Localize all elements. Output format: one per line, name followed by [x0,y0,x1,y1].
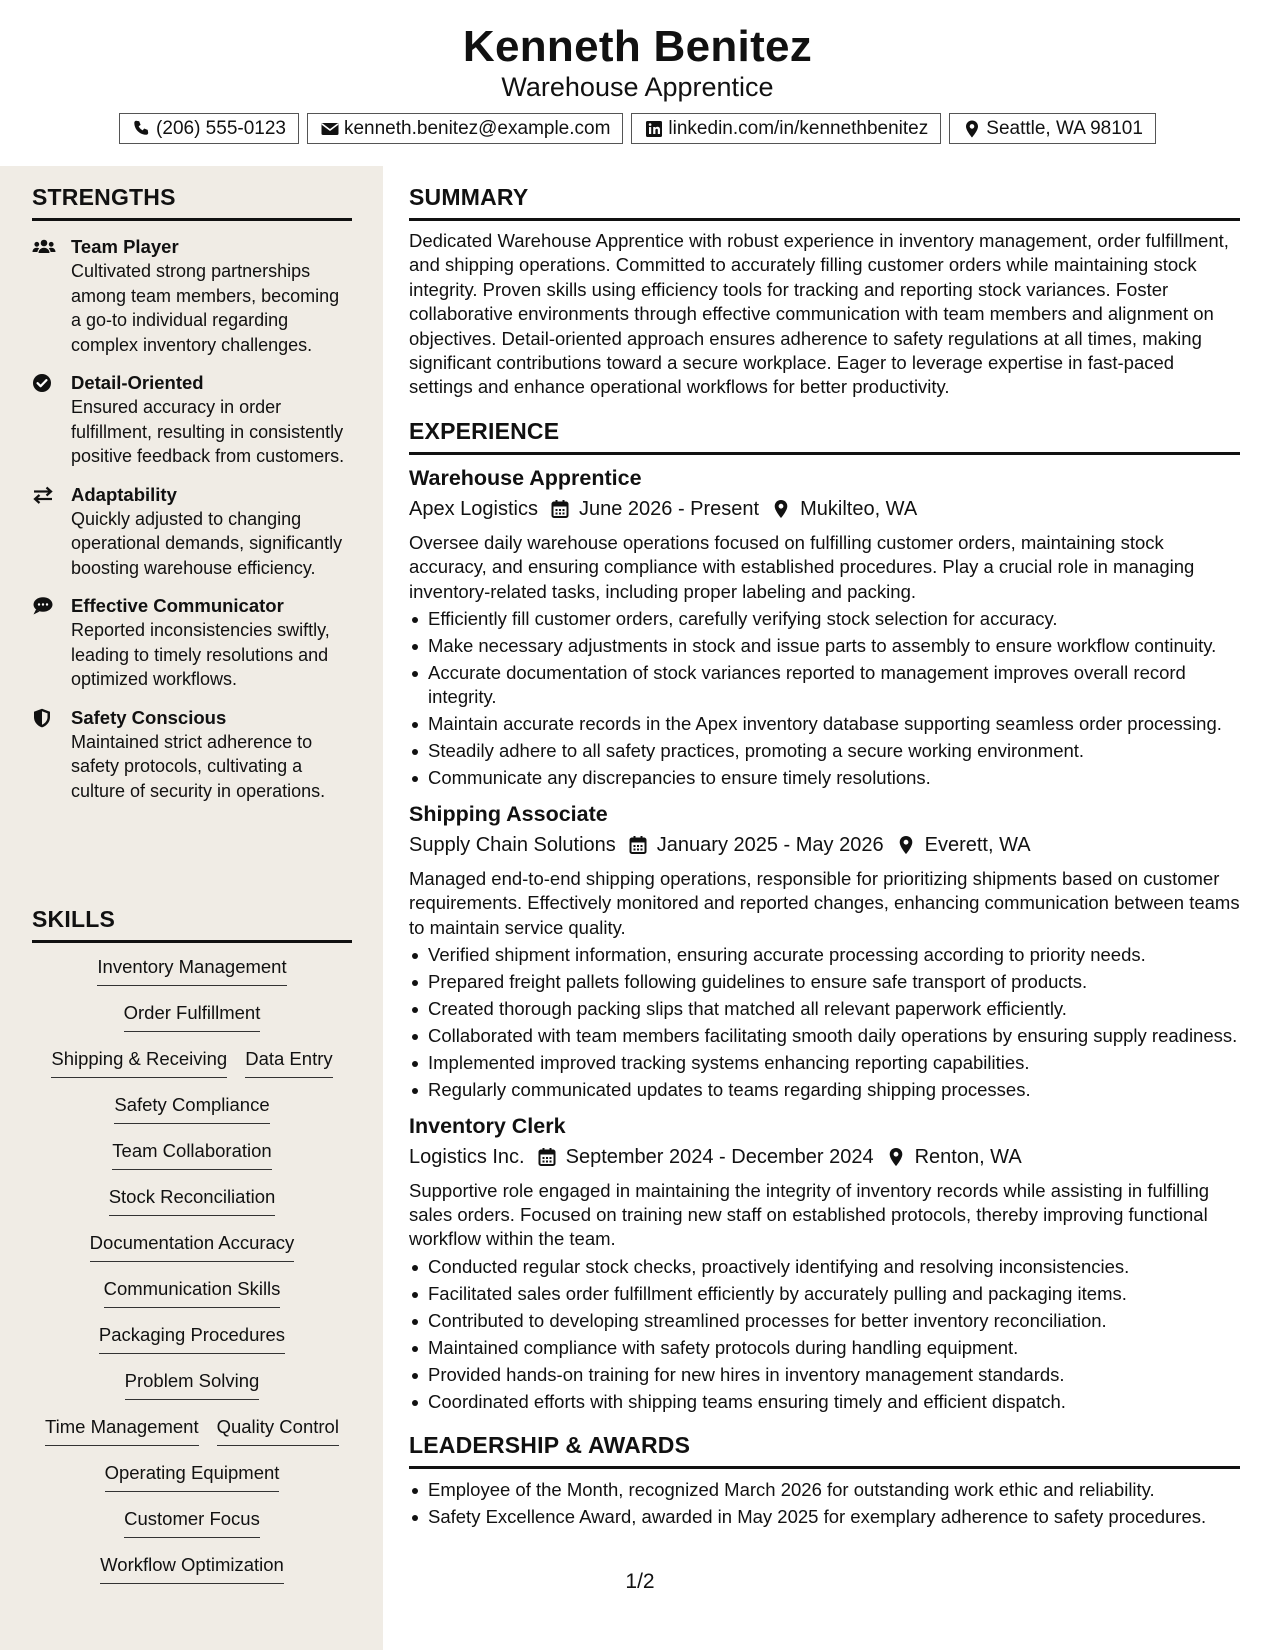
job-description: Oversee daily warehouse operations focused on fulfilling customer orders, maintaining stock accuracy, and ensuring compliance with established procedures. Play a crucial role in managing inventory-related tasks, including proper labeling and packing. [409,531,1195,602]
skill-tag: Time Management [45,1413,199,1446]
job-company: Supply Chain Solutions [409,833,616,856]
strength-title: Detail-Oriented [71,372,204,393]
skill-tag: Order Fulfillment [124,999,261,1032]
candidate-name: Kenneth Benitez [462,22,813,71]
section-divider [32,940,352,943]
strength-title: Safety Conscious [71,706,227,728]
section-divider [409,1466,1240,1469]
strength-item [32,483,352,581]
contact-location-text: Seattle, WA 98101 [986,117,1143,139]
skills-list [32,953,352,1597]
contact-email-text: kenneth.benitez@example.com [343,117,611,139]
check-circle-icon [32,373,56,393]
summary-heading: SUMMARY [409,184,529,210]
skills-section [32,906,352,1597]
skill-tag: Quality Control [217,1413,339,1446]
contact-linkedin[interactable] [631,113,941,144]
list-item: Implemented improved tracking systems enhancing reporting capabilities. [409,1051,1240,1075]
section-divider [32,218,352,221]
summary-section [409,184,1240,400]
shield-icon [32,708,56,728]
list-item: Conducted regular stock checks, proactively identifying and resolving inconsistencies. [409,1255,1240,1279]
job-title: Shipping Associate [409,801,608,826]
job-entry [409,463,1240,791]
list-item: Created thorough packing slips that matched all relevant paperwork efficiently. [409,997,1240,1021]
job-location: Renton, WA [914,1145,1022,1168]
calendar-icon [537,1147,557,1167]
job-location: Everett, WA [924,833,1031,856]
strength-title: Adaptability [71,483,177,505]
list-item: Steadily adhere to all safety practices, promoting a secure working environment. [409,739,1240,763]
envelope-icon [320,119,340,139]
list-item: Efficiently fill customer orders, carefully verifying stock selection for accuracy. [409,607,1240,631]
list-item: Make necessary adjustments in stock and issue parts to assembly to ensure workflow continuity. [409,634,1240,658]
strength-item [32,235,352,357]
job-dates: September 2024 - December 2024 [565,1145,874,1168]
strength-title: Team Player [71,236,179,257]
resume-header [0,0,1275,166]
job-bullets [409,943,1240,1102]
list-item: Accurate documentation of stock variances reported to management improves overall record integrity. [409,661,1240,710]
section-divider [409,218,1240,221]
skill-tag: Stock Reconciliation [109,1183,276,1216]
skill-tag: Documentation Accuracy [90,1229,295,1262]
skill-tag: Workflow Optimization [100,1551,284,1584]
job-meta [409,1142,1240,1172]
location-pin-icon [886,1147,906,1167]
list-item: Provided hands-on training for new hires in inventory management standards. [409,1363,1240,1387]
list-item: Coordinated efforts with shipping teams ensuring timely and efficient dispatch. [409,1390,1240,1414]
job-entry [409,1111,1240,1415]
calendar-icon [628,835,648,855]
strength-description: Ensured accuracy in order fulfillment, resulting in consistently positive feedback from customers. [71,397,345,466]
job-company: Apex Logistics [409,497,538,520]
main-column [409,184,1240,1532]
list-item: Verified shipment information, ensuring accurate processing according to priority needs. [409,943,1240,967]
job-location: Mukilteo, WA [800,497,918,520]
page-number: 1/2 [625,1570,655,1593]
list-item: Safety Excellence Award, awarded in May 2025 for exemplary adherence to safety procedures. [409,1505,1240,1529]
list-item: Regularly communicated updates to teams regarding shipping processes. [409,1078,1240,1102]
list-item: Employee of the Month, recognized March 2026 for outstanding work ethic and reliability. [409,1478,1240,1502]
list-item: Maintained compliance with safety protocols during handling equipment. [409,1336,1240,1360]
skills-heading: SKILLS [32,906,115,932]
job-bullets [409,607,1240,791]
candidate-title: Warehouse Apprentice [501,72,774,102]
contact-linkedin-text: linkedin.com/in/kennethbenitez [668,117,929,139]
job-meta [409,830,1240,860]
list-item: Communicate any discrepancies to ensure timely resolutions. [409,766,1240,790]
skill-tag: Team Collaboration [112,1137,271,1170]
job-bullets [409,1255,1240,1414]
strength-description: Cultivated strong partnerships among team members, becoming a go-to individual regarding complex inventory challenges. [71,261,340,355]
skill-tag: Packaging Procedures [99,1321,285,1354]
location-pin-icon [771,499,791,519]
skill-tag: Inventory Management [97,953,286,986]
contact-phone[interactable] [119,113,299,144]
arrows-exchange-icon [32,485,56,505]
phone-icon [132,119,152,139]
linkedin-icon [644,119,664,139]
skill-tag: Communication Skills [104,1275,281,1308]
skill-tag: Data Entry [245,1045,332,1078]
strength-description: Reported inconsistencies swiftly, leading to timely resolutions and optimized workflows. [71,620,330,689]
skill-tag: Operating Equipment [105,1459,280,1492]
job-entry [409,799,1240,1103]
job-company: Logistics Inc. [409,1145,525,1168]
leadership-heading: LEADERSHIP & AWARDS [409,1432,691,1459]
skill-tag: Problem Solving [125,1367,260,1400]
awards-list [409,1478,1240,1529]
job-dates: January 2025 - May 2026 [656,833,884,856]
list-item: Maintain accurate records in the Apex inventory database supporting seamless order processing. [409,712,1240,736]
strengths-section [32,184,352,803]
leadership-section [409,1432,1240,1529]
strength-description: Quickly adjusted to changing operational demands, significantly boosting warehouse efficiency. [71,508,343,578]
summary-text: Dedicated Warehouse Apprentice with robust experience in inventory management, order fulfillment, and shipping operations. Committed to accurately filling customer orders while maintaining stock integrity. Proven skills using efficiency tools for tracking and reporting stock variances. Foster collaborative environments through effective communication with team members and alignment on objectives. Detail-oriented approach ensures adherence to safety regulations at all times, making significant contributions toward a secure workplace. Eager to leverage expertise in fast-paced settings and enhance operational workflows for better productivity. [409,230,1229,398]
list-item: Collaborated with team members facilitating smooth daily operations by ensuring supply readiness. [409,1024,1240,1048]
job-dates: June 2026 - Present [578,497,760,520]
job-meta [409,494,1240,524]
strength-description: Maintained strict adherence to safety protocols, cultivating a culture of security in operations. [71,731,326,801]
job-description: Managed end-to-end shipping operations, responsible for prioritizing shipments based on customer requirements. Effectively monitored and reported changes, enhancing communication between teams to maintain service quality. [409,867,1240,938]
skill-tag: Shipping & Receiving [51,1045,227,1078]
experience-heading: EXPERIENCE [409,417,560,444]
job-description: Supportive role engaged in maintaining the integrity of inventory records while assisting in fulfilling sales orders. Focused on training new staff on established protocols, thereby improving functional workflow within the team. [409,1179,1210,1250]
skill-tag: Customer Focus [124,1505,260,1538]
job-title: Inventory Clerk [409,1113,566,1138]
strength-item [32,594,352,692]
section-divider [409,452,1240,455]
calendar-icon [550,499,570,519]
strength-title: Effective Communicator [71,595,284,616]
location-pin-icon [962,119,982,139]
contact-phone-text: (206) 555-0123 [156,117,286,139]
strength-item [32,371,352,469]
contact-bar [0,113,1275,144]
skill-tag: Safety Compliance [114,1091,269,1124]
speech-bubble-icon [32,596,56,616]
contact-email[interactable] [307,113,623,144]
location-pin-icon [896,835,916,855]
job-title: Warehouse Apprentice [409,465,642,490]
strength-item [32,706,352,804]
strengths-heading: STRENGTHS [32,184,176,210]
contact-location[interactable] [949,113,1156,144]
experience-section [409,418,1240,1414]
list-item: Contributed to developing streamlined processes for better inventory reconciliation. [409,1309,1240,1333]
list-item: Facilitated sales order fulfillment efficiently by accurately pulling and packaging items. [409,1282,1240,1306]
users-icon [32,237,56,257]
list-item: Prepared freight pallets following guidelines to ensure safe transport of products. [409,970,1240,994]
